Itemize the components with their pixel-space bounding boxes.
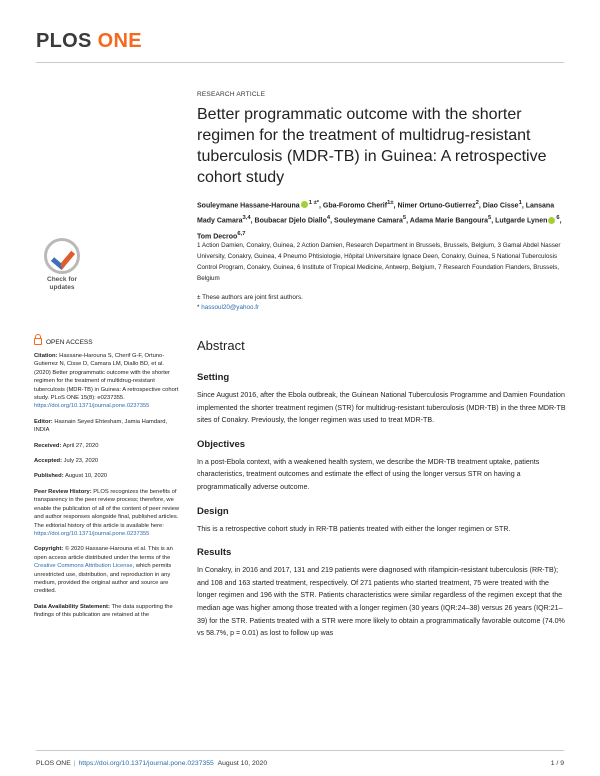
author-affiliation: 2 <box>475 200 479 206</box>
footer-divider <box>36 750 564 751</box>
section-title: Objectives <box>197 438 246 450</box>
author-name[interactable]: Boubacar Djelo Diallo <box>254 217 327 225</box>
check-updates-label: Check for updates <box>47 276 77 291</box>
author-affiliation: 6 <box>556 215 560 222</box>
article-type-label: RESEARCH ARTICLE <box>197 91 266 98</box>
peer-review-history: Peer Review History: PLOS recognizes the benefits of transparency in the peer review process; therefore, we enable the publication of all of the content of peer review and author responses alongside final, published articles. The editorial history of this article is available here: https://doi.org/10.1371/journal.pone.0237355 <box>34 488 180 537</box>
author-affiliation: 3,4 <box>242 215 251 222</box>
data-availability: Data Availability Statement: The data supporting the findings of this publication are retained at the <box>34 603 173 619</box>
author-name[interactable]: Adama Marie Bangoura <box>409 217 488 225</box>
orcid-icon[interactable] <box>548 217 555 224</box>
author-name[interactable]: Lansana Mady Camara <box>197 202 555 225</box>
author-name[interactable]: Lutgarde Lynen <box>495 217 548 225</box>
author-affiliation: 1 ±* <box>308 200 320 206</box>
citation-doi-link[interactable]: https://doi.org/10.1371/journal.pone.0237355 <box>34 403 150 410</box>
author-name[interactable]: Souleymane Camara <box>334 217 403 225</box>
section-text: This is a retrospective cohort study in RR-TB patients treated with either the longer regimen or STR. <box>197 524 511 533</box>
section-text: In Conakry, in 2016 and 2017, 131 and 219 patients were diagnosed with rifampicin-resistant tuberculosis (RR-TB); and 108 and 163 started treatment, respectively. Of 271 patients who started treatment, 75 were treated with the longer regimen and 196 with the STR. Patients characteristics were similar regardless of the regimen except that the median age was higher among those treated with a longer regimen (30 years (IQR:24–38) versus 26 years (IQR:21–39) for the STR. Patients treated with a STR were more likely to obtain a programmatically favorable outcome (74.0% vs 58.7%, p = 0.01) as lost to follow up was <box>197 566 565 638</box>
section-title: Results <box>197 547 232 559</box>
logo-plos: PLOS <box>36 30 92 52</box>
author-name[interactable]: Nimer Ortuno-Gutierrez <box>397 202 476 210</box>
author-affiliation: 1± <box>387 200 394 206</box>
section-title: Setting <box>197 372 230 383</box>
received-date: Received: April 27, 2020 <box>34 442 99 449</box>
author-name[interactable]: Tom Decroo <box>197 232 238 240</box>
affiliations: 1 Action Damien, Conakry, Guinea, 2 Action Damien, Research Department in Brussels, Brussels, Belgium, 3 Gamal Abdel Nasser University, Conakry, Guinea, 4 Pneumo Phtisiologie, Hôpital Universitaire Ignace Deen, Conakry, Guinea, 5 National Tuberculosis Control Program, Conakry, Guinea, 6 Institute of Tropical Medicine, Antwerp, Belgium, 7 Research Foundation Flanders, Brussels, Belgium <box>197 242 561 282</box>
citation: Citation: Hassane-Harouna S, Cherif G-F, Ortuno-Gutierrez N, Cisse D, Camara LM, Diallo BD, et al. (2020) Better programmatic outcome with the shorter regimen for the treatment of multidrug-resistant tuberculosis (MDR-TB) in Guinea: A retrospective cohort study. PLoS ONE 15(8): e0237355. https://doi.org/10.1371/journal.pone.0237355 <box>34 353 179 410</box>
page-footer: PLOS ONE | https://doi.org/10.1371/journal.pone.0237355 August 10, 2020 <box>36 760 268 767</box>
abstract-section-setting <box>197 372 567 427</box>
corresponding-note: * hassoul20@yahoo.fr <box>197 304 260 311</box>
page-number: 1 / 9 <box>550 760 564 767</box>
section-text: Since August 2016, after the Ebola outbreak, the Guinean National Tuberculosis Programme and Damien Foundation implemented the shorter treatment regimen (STR) for multidrug-resistant tuberculosis (MDR-TB) in the three MDR-TB sites of Conakry. Previously, the longer regimen was used to treat MDR-TB. <box>197 391 566 425</box>
logo-one: ONE <box>97 30 142 52</box>
author-notes <box>197 293 567 313</box>
peer-review-link[interactable]: https://doi.org/10.1371/journal.pone.0237355 <box>34 530 150 537</box>
journal-logo <box>36 30 142 53</box>
editor: Editor: Hasnain Seyed Ehtesham, Jamia Hamdard, INDIA <box>34 418 168 434</box>
open-lock-icon <box>34 338 42 345</box>
abstract-section-design <box>197 506 567 536</box>
orcid-icon[interactable] <box>301 201 308 208</box>
open-access-badge: OPEN ACCESS <box>34 337 93 346</box>
section-text: In a post-Ebola context, with a weakened health system, we describe the MDR-TB treatment uptake, patients characteristics, treatment outcomes and estimate the effect of using the longer versus STR on having a programmatically adverse outcome. <box>197 457 540 491</box>
abstract-body <box>197 372 567 652</box>
footer-doi-link[interactable]: https://doi.org/10.1371/journal.pone.0237355 <box>78 760 214 767</box>
footer-date: August 10, 2020 <box>217 760 268 767</box>
author-affiliation: 5 <box>402 215 407 222</box>
copyright: Copyright: © 2020 Hassane-Harouna et al. This is an open access article distributed under the terms of the Creative Commons Attribution License, which permits unrestricted use, distribution, and reproduction in any medium, provided the original author and source are credited. <box>34 546 173 595</box>
corresponding-email[interactable]: hassoul20@yahoo.fr <box>201 304 260 311</box>
author-affiliation: 4 <box>326 215 331 222</box>
author-name[interactable]: Souleymane Hassane-Harouna <box>197 202 300 210</box>
license-link[interactable]: Creative Commons Attribution License <box>34 563 133 570</box>
author-name[interactable]: Gba-Foromo Cherif <box>322 202 388 210</box>
abstract-section-objectives <box>197 439 567 494</box>
author-name[interactable]: Diao Cisse <box>482 202 519 210</box>
abstract-section-results <box>197 547 567 640</box>
author-list: Souleymane Hassane-Harouna $^{1 \pm*}$, Gba-Foromo Cherif$^{1\pm}$, Nimer Ortuno-Gutierrez$^2$, Diao Cisse$^1$, Lansana Mady Camara$^{3,4}$, Boubacar Djelo Diallo$^4$, Souleymane Camara$^5$, Adama Marie Bangoura$^5$, Lutgarde Lynen $^6$, Tom Decroo$^{6,7}$ <box>197 200 562 240</box>
published-date: Published: August 10, 2020 <box>34 473 108 480</box>
author-affiliation: 5 <box>487 215 492 222</box>
section-title: Design <box>197 505 229 517</box>
joint-first-note: ± These authors are joint first authors. <box>197 294 303 301</box>
abstract-heading: Abstract <box>197 338 245 353</box>
author-affiliation: 6,7 <box>237 230 246 237</box>
article-title: Better programmatic outcome with the shorter regimen for the treatment of multidrug-resistant tuberculosis (MDR-TB) in Guinea: A retrospective cohort study <box>197 106 547 186</box>
accepted-date: Accepted: July 23, 2020 <box>34 458 99 465</box>
article-metadata-sidebar <box>34 352 182 627</box>
check-updates-icon <box>44 238 80 274</box>
author-affiliation: 1 <box>518 200 522 206</box>
header-divider <box>36 62 564 63</box>
footer-journal: PLOS ONE <box>36 760 71 767</box>
check-for-updates-badge[interactable] <box>34 238 90 296</box>
